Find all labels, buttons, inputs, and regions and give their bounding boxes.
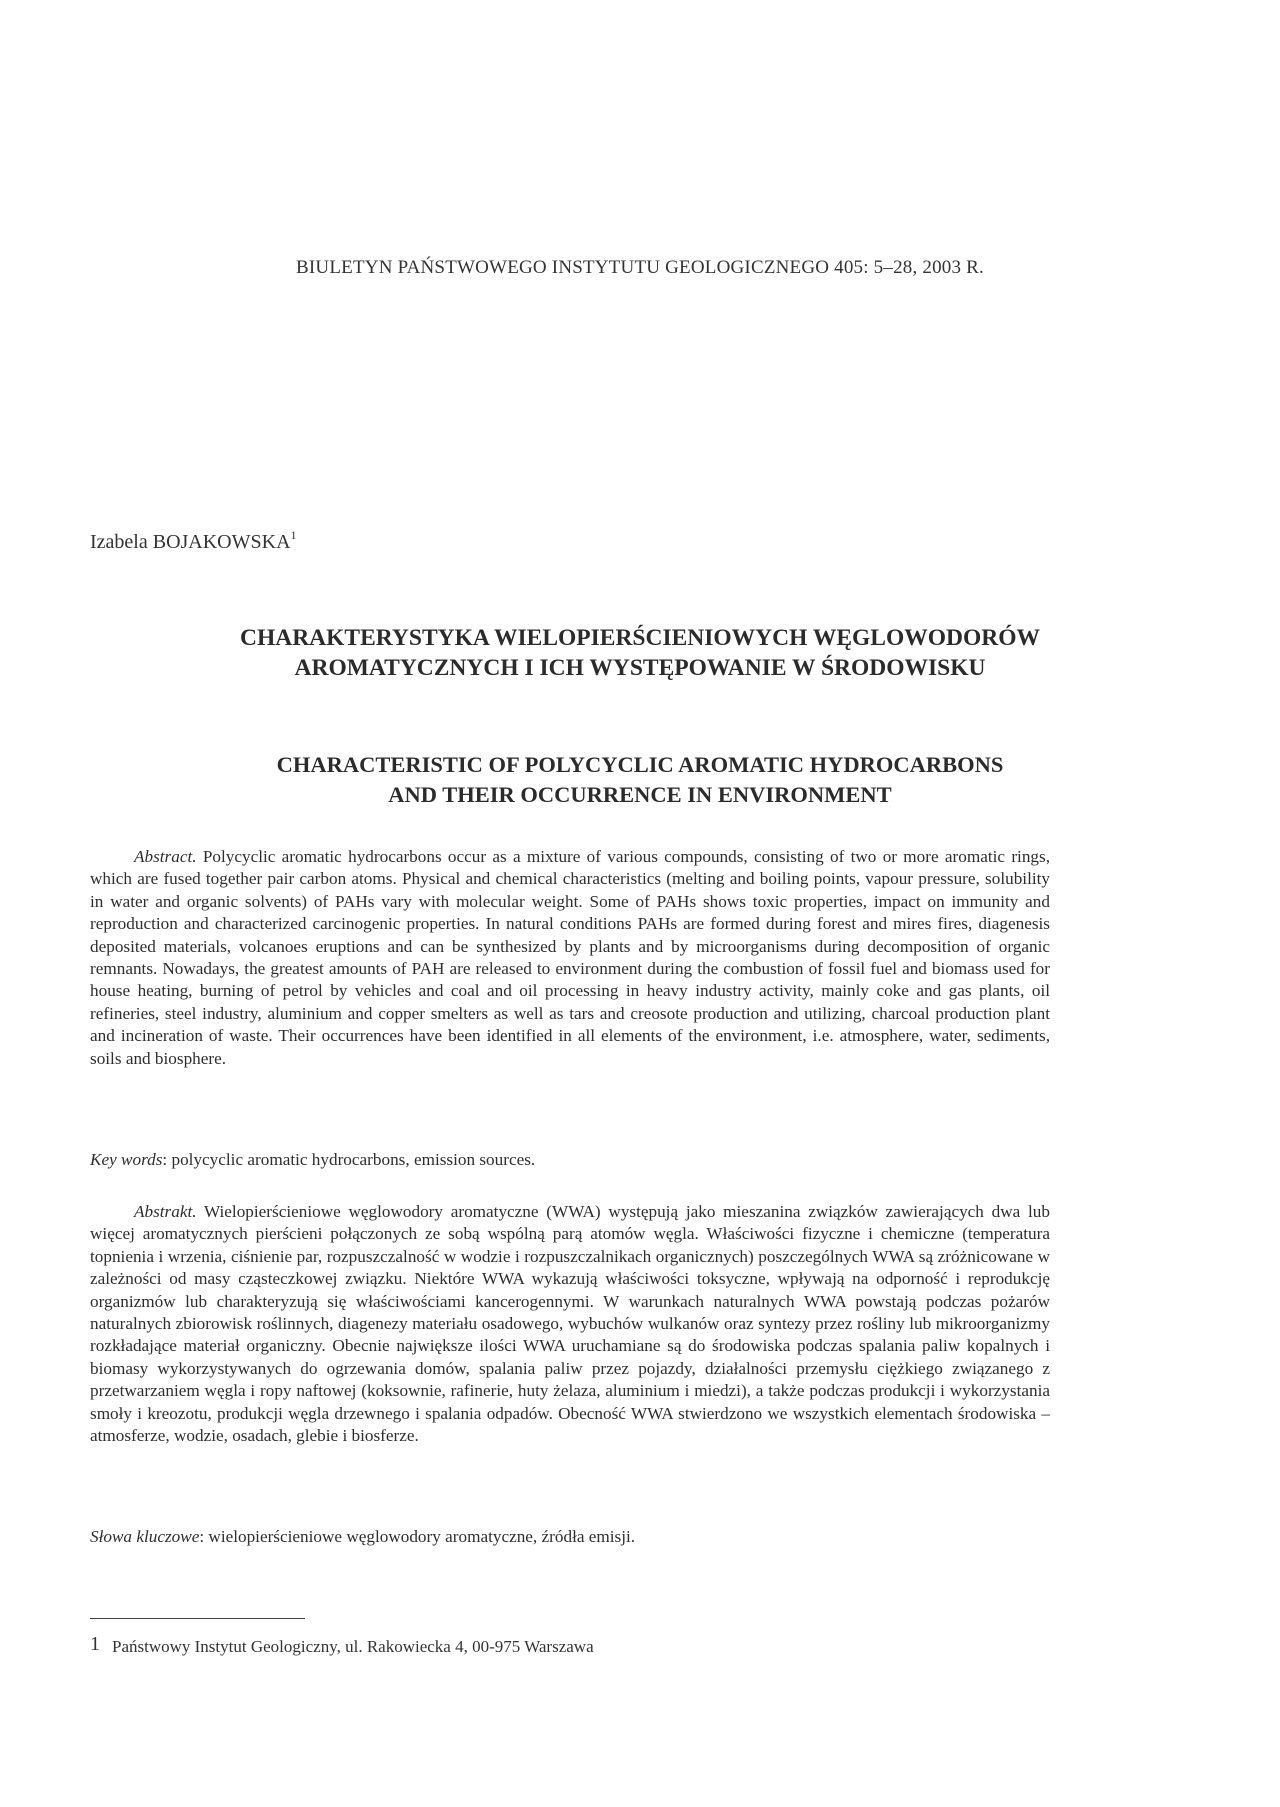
title-english — [0, 750, 1280, 810]
footnote-mark: 1 — [90, 1633, 100, 1655]
title-polish — [0, 623, 1280, 683]
abstract-polish-body — [90, 1201, 1050, 1447]
abstract-english-label: Abstract. — [134, 847, 197, 866]
abstract-english-body — [90, 846, 1050, 1070]
title-polish-line-1: CHARAKTERYSTYKA WIELOPIERŚCIENIOWYCH WĘGLOWODORÓW — [239, 625, 1041, 651]
footnote — [90, 1633, 594, 1657]
keywords-polish-text: : wielopierścieniowe węglowodory aromatyczne, źródła emisji. — [199, 1527, 636, 1546]
abstract-polish-label: Abstrakt. — [134, 1202, 197, 1221]
author-line — [90, 528, 297, 554]
title-english-line-1: CHARACTERISTIC OF POLYCYCLIC AROMATIC HYDROCARBONS — [276, 752, 1004, 777]
journal-header: BIULETYN PAŃSTWOWEGO INSTYTUTU GEOLOGICZNEGO 405: 5–28, 2003 R. — [296, 257, 984, 278]
title-english-line-2: AND THEIR OCCURRENCE IN ENVIRONMENT — [388, 782, 892, 807]
abstract-polish-text: Wielopierścieniowe węglowodory aromatyczne (WWA) występują jako mieszanina związków zawierających dwa lub więcej aromatycznych pierścieni połączonych ze sobą wspólną parą atomów węgla. Właściwości fizyczne i chemiczne (temperatura topnienia i wrzenia, ciśnienie par, rozpuszczalność w wodzie i rozpuszczalnikach organicznych) poszczególnych WWA są zróżnicowane w zależności od masy cząsteczkowej związku. Niektóre WWA wykazują właściwości toksyczne, wpływają na odporność i reprodukcję organizmów lub charakteryzują się właściwościami kancerogennymi. W warunkach naturalnych WWA powstają podczas pożarów naturalnych zbiorowisk roślinnych, diagenezy materiału osadowego, wybuchów wulkanów oraz syntezy przez rośliny lub mikroorganizmy rozkładające materiał organiczny. Obecnie największe ilości WWA uruchamiane są do środowiska podczas spalania paliw kopalnych i biomasy wykorzystywanych do ogrzewania domów, spalania paliw przez pojazdy, działalności przemysłu ciężkiego związanego z przetwarzaniem węgla i ropy naftowej (koksownie, rafinerie, huty żelaza, aluminium i miedzi), a także podczas produkcji i wykorzystania smoły i kreozotu, produkcji węgla drzewnego i spalania odpadów. Obecność WWA stwierdzono we wszystkich elementach środowiska – atmosferze, wodzie, osadach, glebie i biosferze. — [90, 1202, 1050, 1446]
keywords-english-text: : polycyclic aromatic hydrocarbons, emission sources. — [162, 1150, 536, 1169]
author-footnote-mark: 1 — [290, 528, 297, 542]
abstract-english — [90, 846, 1050, 1070]
title-polish-line-2: AROMATYCZNYCH I ICH WYSTĘPOWANIE W ŚRODOWISKU — [294, 655, 986, 681]
abstract-english-text: Polycyclic aromatic hydrocarbons occur as a mixture of various compounds, consisting of two or more aromatic rings, which are fused together pair carbon atoms. Physical and chemical characteristics (melting and boiling points, vapour pressure, solubility in water and organic solvents) of PAHs vary with molecular weight. Some of PAHs shows toxic properties, impact on immunity and reproduction and characterized carcinogenic properties. In natural conditions PAHs are formed during forest and mires fires, diagenesis deposited materials, volcanoes eruptions and can be synthesized by plants and by microorganisms during decomposition of organic remnants. Nowadays, the greatest amounts of PAH are released to environment during the combustion of fossil fuel and biomass used for house heating, burning of petrol by vehicles and coal and oil processing in heavy industry activity, mainly coke and gas plants, oil refineries, steel industry, aluminium and copper smelters as well as tars and creosote production and utilizing, charcoal production plant and incineration of waste. Their occurrences have been identified in all elements of the environment, i.e. atmosphere, water, sediments, soils and biosphere. — [90, 847, 1050, 1068]
keywords-polish-label: Słowa kluczowe — [90, 1527, 200, 1546]
footnote-divider — [90, 1618, 305, 1619]
keywords-english — [90, 1149, 1050, 1171]
abstract-polish — [90, 1201, 1050, 1447]
keywords-polish — [90, 1526, 1050, 1548]
footnote-text: Państwowy Instytut Geologiczny, ul. Rakowiecka 4, 00-975 Warszawa — [112, 1637, 594, 1656]
author-name: Izabela BOJAKOWSKA — [90, 531, 291, 553]
keywords-english-label: Key words — [90, 1150, 163, 1169]
